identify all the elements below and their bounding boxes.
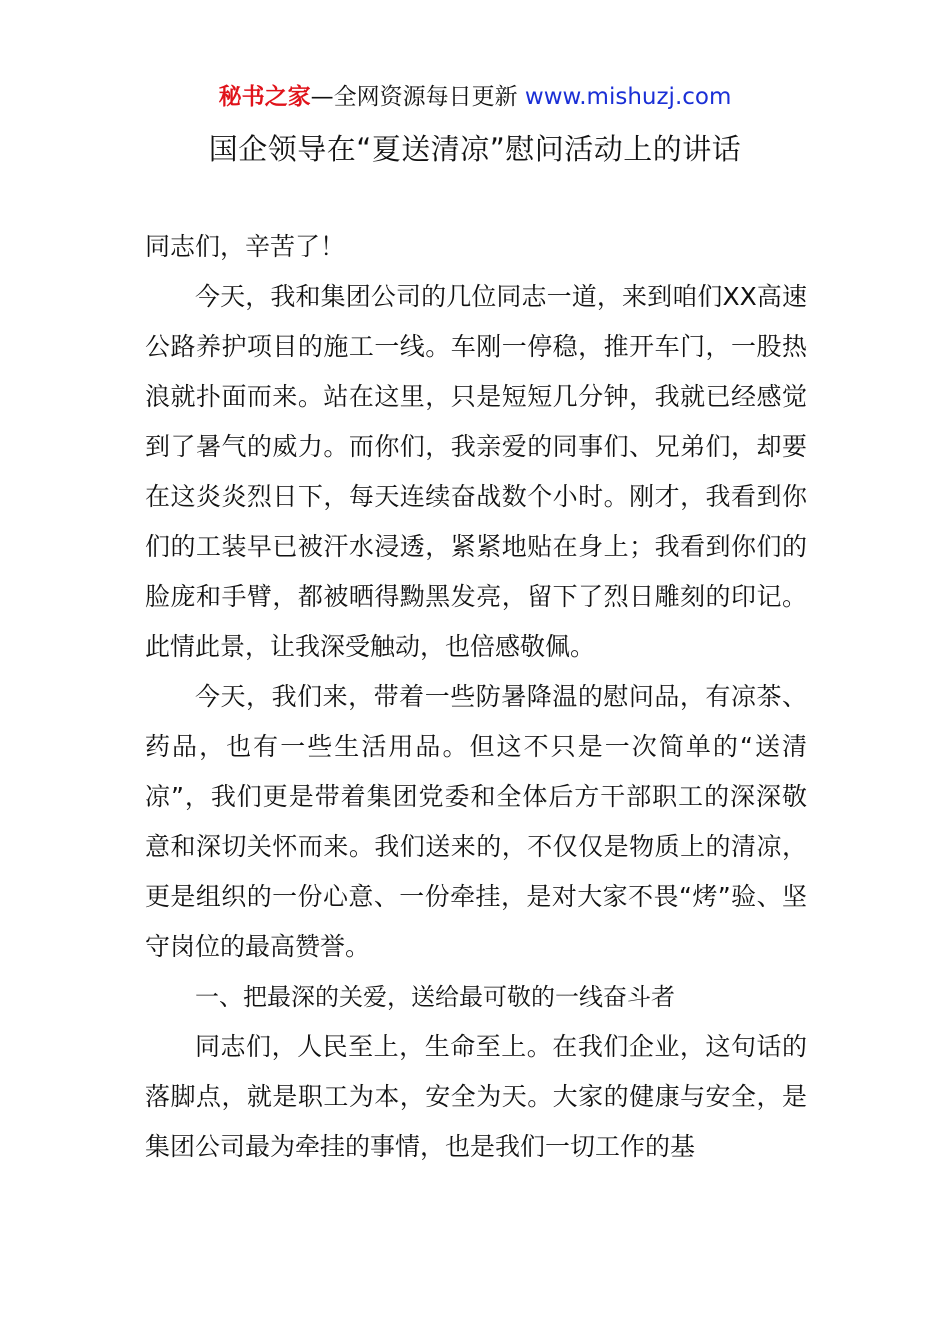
header-tagline: —全网资源每日更新 [310,84,518,110]
paragraph: 同志们，人民至上，生命至上。在我们企业，这句话的落脚点，就是职工为本，安全为天。大家的健康与安全，是集团公司最为牵挂的事情，也是我们一切工作的基 [145,1032,807,1161]
brand-name: 秘书之家 [218,84,311,110]
site-url-link[interactable]: www.mishuzj.com [524,84,732,110]
section-heading: 一、把最深的关爱，送给最可敬的一线奋斗者 [195,983,675,1011]
document-title: 国企领导在“夏送清凉”慰问活动上的讲话 [208,132,742,166]
greeting: 同志们，辛苦了！ [145,232,346,261]
paragraph: 今天，我和集团公司的几位同志一道，来到咱们XX高速公路养护项目的施工一线。车刚一停稳，推开车门，一股热浪就扑面而来。站在这里，只是短短几分钟，我就已经感觉到了暑气的威力。而你们，我亲爱的同事们、兄弟们，却要在这炎炎烈日下，每天连续奋战数个小时。刚才，我看到你们的工装早已被汗水浸透，紧紧地贴在身上；我看到你们的脸庞和手臂，都被晒得黝黑发亮，留下了烈日雕刻的印记。此情此景，让我深受触动，也倍感敬佩。 [145,282,807,661]
site-header [0,80,950,114]
document-body [145,222,807,1172]
paragraph: 今天，我们来，带着一些防暑降温的慰问品，有凉茶、药品，也有一些生活用品。但这不只是一次简单的“送清凉”，我们更是带着集团党委和全体后方干部职工的深深敬意和深切关怀而来。我们送来的，不仅仅是物质上的清凉，更是组织的一份心意、一份牵挂，是对大家不畏“烤”验、坚守岗位的最高赞誉。 [145,682,807,961]
